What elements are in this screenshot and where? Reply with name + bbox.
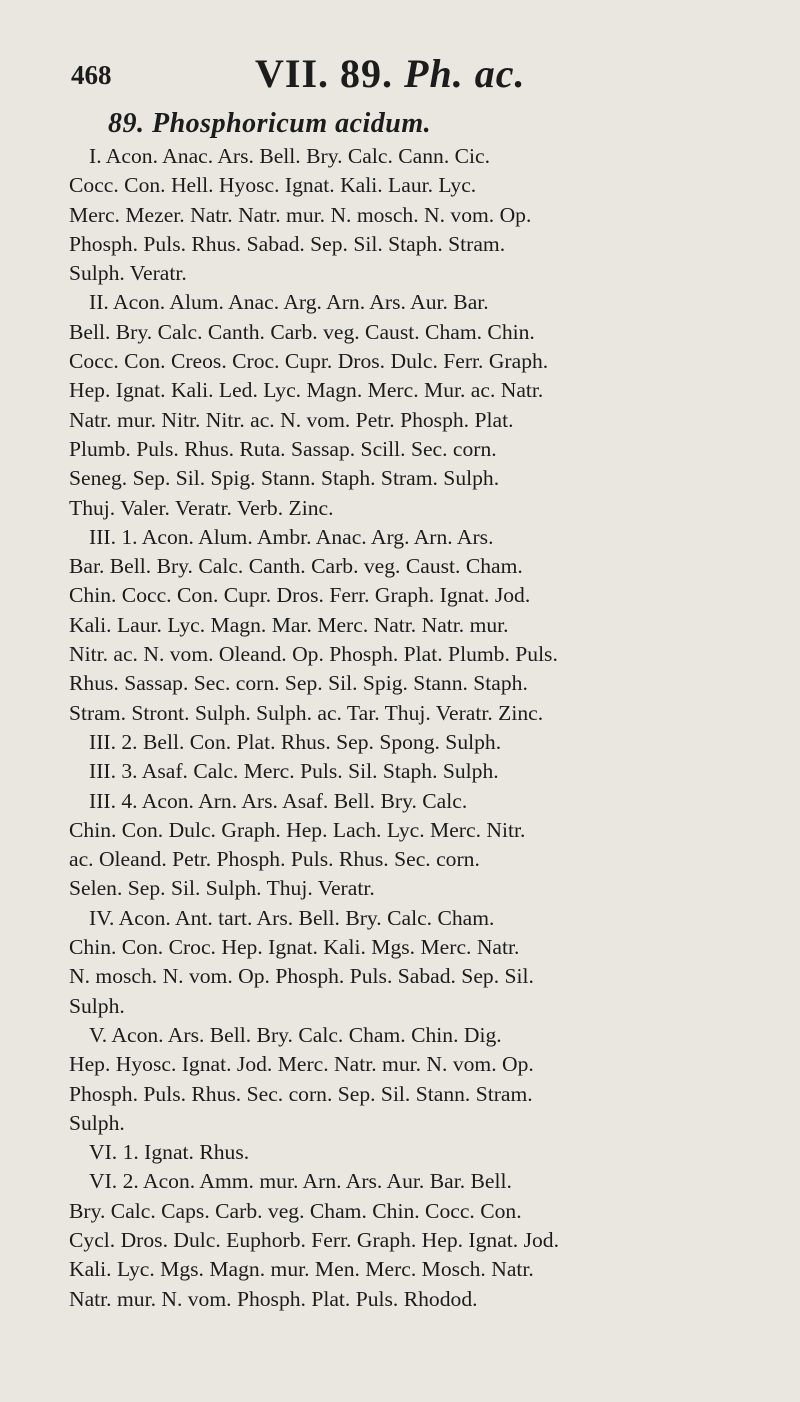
text-line: Cycl. Dros. Dulc. Euphorb. Ferr. Graph. Hep. Ignat. Jod. [69, 1227, 559, 1252]
text-line: Sulph. Veratr. [69, 261, 187, 286]
text-line: II. Acon. Alum. Anac. Arg. Arn. Ars. Aur. Bar. [89, 290, 489, 315]
text-line: Bell. Bry. Calc. Canth. Carb. veg. Caust. Cham. Chin. [69, 319, 535, 344]
text-line: Phosph. Puls. Rhus. Sabad. Sep. Sil. Staph. Stram. [69, 231, 506, 256]
text-line: VI. 1. Ignat. Rhus. [89, 1140, 250, 1165]
text-line: I. Acon. Anac. Ars. Bell. Bry. Calc. Cann. Cic. [89, 144, 491, 168]
text-line: Chin. Con. Croc. Hep. Ignat. Kali. Mgs. Merc. Natr. [69, 935, 520, 960]
text-line: Seneg. Sep. Sil. Spig. Stann. Staph. Stram. Sulph. [69, 466, 500, 491]
text-line: ac. Oleand. Petr. Phosph. Puls. Rhus. Sec. corn. [69, 847, 480, 872]
text-line: Nitr. ac. N. vom. Oleand. Op. Phosph. Plat. Plumb. Puls. [69, 642, 558, 667]
text-line: III. 2. Bell. Con. Plat. Rhus. Sep. Spong. Sulph. [89, 729, 502, 754]
text-line: Chin. Con. Dulc. Graph. Hep. Lach. Lyc. Merc. Nitr. [69, 817, 526, 842]
text-line: Hep. Hyosc. Ignat. Jod. Merc. Natr. mur. N. vom. Op. [69, 1052, 534, 1077]
text-line: III. 1. Acon. Alum. Ambr. Anac. Arg. Arn. Ars. [89, 524, 494, 549]
page-number: 468 [71, 60, 112, 90]
text-line: III. 3. Asaf. Calc. Merc. Puls. Sil. Staph. Sulph. [89, 759, 499, 784]
text-line: N. mosch. N. vom. Op. Phosph. Puls. Sabad. Sep. Sil. [69, 964, 534, 989]
text-line: Sulph. [69, 1110, 125, 1135]
text-line: Natr. mur. Nitr. Nitr. ac. N. vom. Petr. Phosph. Plat. [69, 407, 514, 432]
text-line: Selen. Sep. Sil. Sulph. Thuj. Veratr. [69, 876, 375, 901]
text-line: Bar. Bell. Bry. Calc. Canth. Carb. veg. Caust. Cham. [69, 554, 523, 579]
text-line: Hep. Ignat. Kali. Led. Lyc. Magn. Merc. Mur. ac. Natr. [69, 378, 544, 403]
text-line: Cocc. Con. Hell. Hyosc. Ignat. Kali. Laur. Lyc. [69, 173, 477, 198]
text-line: V. Acon. Ars. Bell. Bry. Calc. Cham. Chin. Dig. [89, 1022, 502, 1047]
section-title: 89. Phosphoricum acidum. [108, 108, 432, 139]
text-line: Phosph. Puls. Rhus. Sec. corn. Sep. Sil. Stann. Stram. [69, 1081, 533, 1106]
text-line: Merc. Mezer. Natr. Natr. mur. N. mosch. N. vom. Op. [69, 202, 532, 227]
running-head [255, 50, 525, 97]
text-line: Cocc. Con. Creos. Croc. Cupr. Dros. Dulc. Ferr. Graph. [69, 349, 549, 374]
text-line: III. 4. Acon. Arn. Ars. Asaf. Bell. Bry. Calc. [89, 788, 468, 813]
text-line: Bry. Calc. Caps. Carb. veg. Cham. Chin. Cocc. Con. [69, 1198, 522, 1223]
running-head-abbrev: Ph. ac. [404, 51, 526, 96]
text-line: IV. Acon. Ant. tart. Ars. Bell. Bry. Calc. Cham. [89, 905, 495, 930]
text-line: Sulph. [69, 993, 125, 1018]
text-line: Chin. Cocc. Con. Cupr. Dros. Ferr. Graph. Ignat. Jod. [69, 583, 531, 608]
text-line: Thuj. Valer. Veratr. Verb. Zinc. [69, 495, 334, 520]
remedy-list [69, 142, 769, 1314]
text-line: Kali. Lyc. Mgs. Magn. mur. Men. Merc. Mosch. Natr. [69, 1257, 534, 1282]
text-line: Stram. Stront. Sulph. Sulph. ac. Tar. Thuj. Veratr. Zinc. [69, 700, 544, 725]
text-line: Kali. Laur. Lyc. Magn. Mar. Merc. Natr. Natr. mur. [69, 612, 509, 637]
text-line: VI. 2. Acon. Amm. mur. Arn. Ars. Aur. Bar. Bell. [89, 1169, 512, 1194]
text-line: Natr. mur. N. vom. Phosph. Plat. Puls. Rhodod. [69, 1286, 478, 1311]
text-line: Rhus. Sassap. Sec. corn. Sep. Sil. Spig. Stann. Staph. [69, 671, 528, 696]
running-head-chapter: VII. 89. [255, 51, 394, 96]
text-line: Plumb. Puls. Rhus. Ruta. Sassap. Scill. Sec. corn. [69, 436, 497, 461]
